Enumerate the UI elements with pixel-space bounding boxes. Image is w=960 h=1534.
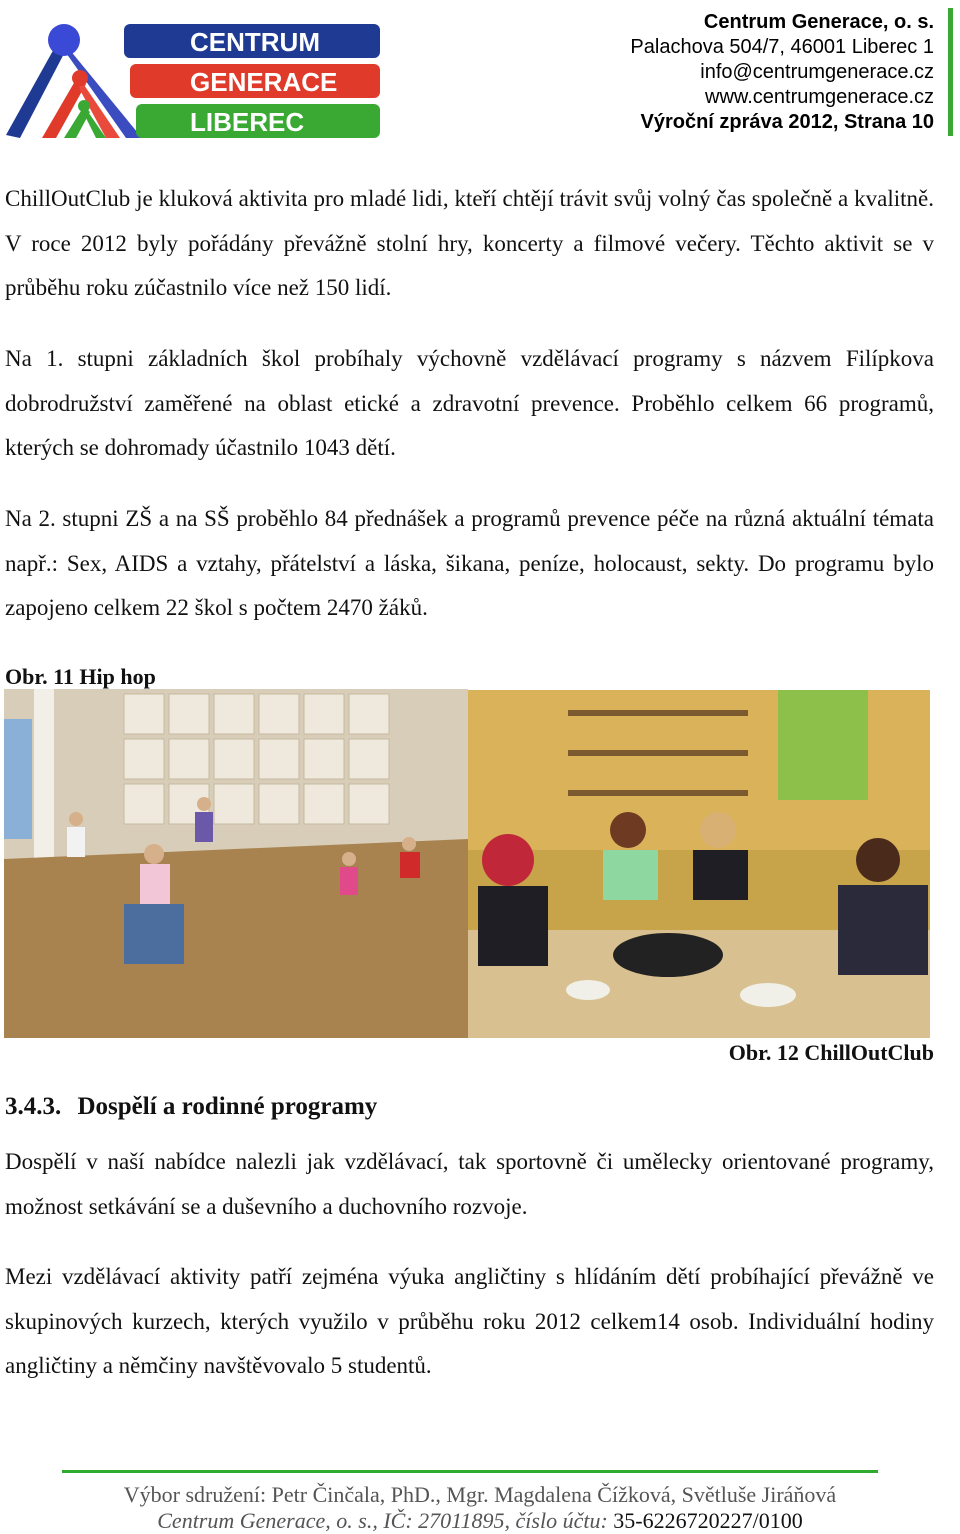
footer-board-members: Výbor sdružení: Petr Činčala, PhD., Mgr. Magdalena Čížková, Světluše Jiráňová <box>123 1482 837 1507</box>
logo-figure-icon <box>6 24 142 138</box>
org-email[interactable]: info@centrumgenerace.cz <box>700 61 934 83</box>
logo-text-liberec: LIBEREC <box>190 107 305 137</box>
paragraph-adult-programs: Dospělí v naší nabídce nalezli jak vzdělávací, tak sportovně či umělecky orientované programy, možnost setkávání se a duševního a duchovního rozvoje. <box>5 1149 934 1219</box>
paragraph-education-activities: Mezi vzdělávací aktivity patří zejména výuka angličtiny s hlídáním dětí probíhající převážně ve skupinových kurzech, kterých využilo v průběhu roku 2012 celkem14 osob. Individuální hodiny angličtiny a němčiny navštěvovalo 5 studentů. <box>5 1264 934 1378</box>
org-address: Palachova 504/7, 46001 Liberec 1 <box>630 36 934 58</box>
hip-hop-photo <box>4 689 468 1038</box>
logo-text-centrum: CENTRUM <box>190 27 320 57</box>
figure-12-caption: Obr. 12 ChillOutClub <box>728 1040 934 1065</box>
org-website[interactable]: www.centrumgenerace.cz <box>705 86 934 108</box>
logo-text-generace: GENERACE <box>190 67 338 97</box>
section-number: 3.4.3. <box>5 1093 62 1120</box>
footer-registration-text: Centrum Generace, o. s., IČ: 27011895, číslo účtu: <box>157 1508 608 1533</box>
footer-account-number: 35-6226720227/0100 <box>613 1508 803 1533</box>
organization-contact <box>630 10 934 135</box>
paragraph-chilloutclub: ChillOutClub je kluková aktivita pro mladé lidi, kteří chtějí trávit svůj volný čas společně a kvalitně. V roce 2012 byly pořádány převážně stolní hry, koncerty a filmové večery. Těchto aktivit se v průběhu roku zúčastnilo více než 150 lidí. <box>5 186 934 300</box>
footer-registration <box>0 1508 960 1534</box>
org-name: Centrum Generace, o. s. <box>703 11 934 33</box>
chilloutclub-photo <box>468 690 930 1038</box>
centrum-generace-logo <box>2 10 382 140</box>
paragraph-first-grade-programs: Na 1. stupni základních škol probíhaly výchovně vzdělávací programy s názvem Filípkova dobrodružství zaměřené na oblast etické a zdravotní prevence. Proběhlo celkem 66 programů, kterých se dohromady účastnilo 1043 dětí. <box>5 346 934 460</box>
section-title: Dospělí a rodinné programy <box>77 1093 378 1120</box>
footer-green-rule <box>62 1470 878 1473</box>
section-heading <box>5 1093 377 1121</box>
paragraph-second-grade-programs: Na 2. stupni ZŠ a na SŠ proběhlo 84 přednášek a programů prevence péče na různá aktuální témata např.: Sex, AIDS a vztahy, přátelství a láska, šikana, peníze, holocaust, sekty. Do programu bylo zapojeno celkem 22 škol s počtem 2470 žáků. <box>5 506 934 620</box>
figure-11-caption: Obr. 11 Hip hop <box>5 664 156 689</box>
header-green-rule <box>948 8 953 136</box>
report-page-label: Výroční zpráva 2012, Strana 10 <box>640 111 934 133</box>
